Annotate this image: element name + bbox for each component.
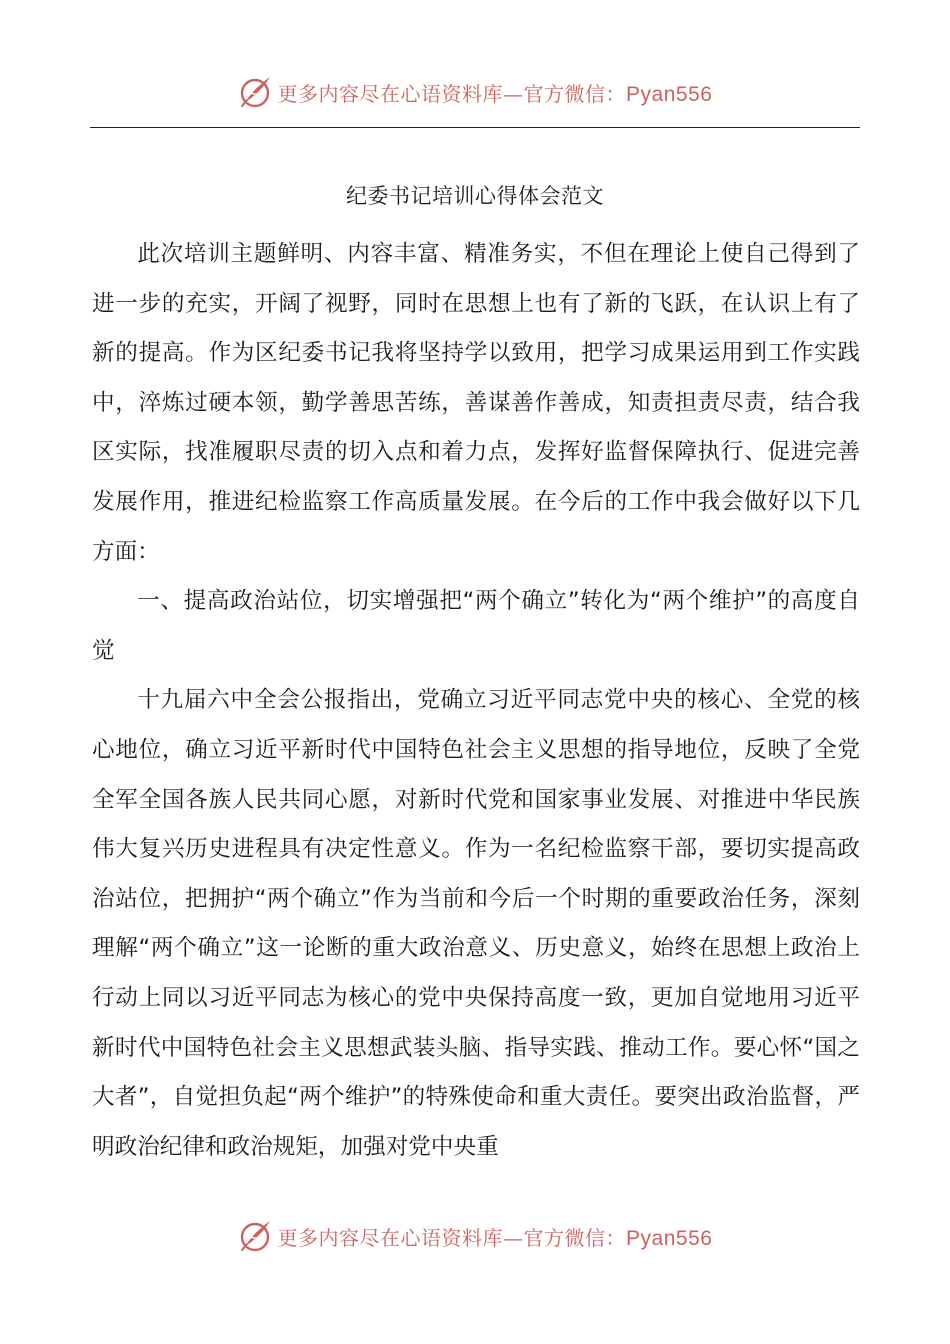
header-wechat-id: Pyan556 <box>626 82 713 106</box>
document-body <box>92 230 860 1172</box>
footer-banner-text: 更多内容尽在心语资料库—官方微信：Pyan556 <box>277 1225 713 1250</box>
header-banner-text: 更多内容尽在心语资料库—官方微信：Pyan556 <box>277 81 713 106</box>
footer-banner <box>0 1214 950 1258</box>
paragraph-section-1: 十九届六中全会公报指出，党确立习近平同志党中央的核心、全党的核心地位，确立习近平新时代中国特色社会主义思想的指导地位，反映了全党全军全国各族人民共同心愿，对新时代党和国家事业发展、对推进中华民族伟大复兴历史进程具有决定性意义。作为一名纪检监察干部，要切实提高政治站位，把拥护“两个确立”作为当前和今后一个时期的重要政治任务，深刻理解“两个确立”这一论断的重大政治意义、历史意义，始终在思想上政治上行动上同以习近平同志为核心的党中央保持高度一致，更加自觉地用习近平新时代中国特色社会主义思想武装头脑、指导实践、推动工作。要心怀“国之大者”，自觉担负起“两个维护”的特殊使命和重大责任。要突出政治监督，严明政治纪律和政治规矩，加强对党中央重 <box>92 687 860 1160</box>
quill-pen-logo-icon <box>238 1218 274 1254</box>
document-title: 纪委书记培训心得体会范文 <box>346 184 604 208</box>
footer-wechat-id: Pyan556 <box>626 1226 713 1250</box>
quill-pen-logo-icon <box>238 74 274 110</box>
section-heading-1: 一、提高政治站位，切实增强把“两个确立”转化为“两个维护”的高度自觉 <box>92 588 860 664</box>
header-banner <box>0 70 950 114</box>
paragraph-intro: 此次培训主题鲜明、内容丰富、精准务实，不但在理论上使自己得到了进一步的充实，开阔了视野，同时在思想上也有了新的飞跃，在认识上有了新的提高。作为区纪委书记我将坚持学以致用，把学习成果运用到工作实践中，淬炼过硬本领，勤学善思苦练，善谋善作善成，知责担责尽责，结合我区实际，找准履职尽责的切入点和着力点，发挥好监督保障执行、促进完善发展作用，推进纪检监察工作高质量发展。在今后的工作中我会做好以下几方面： <box>92 241 860 565</box>
header-divider <box>90 127 860 128</box>
